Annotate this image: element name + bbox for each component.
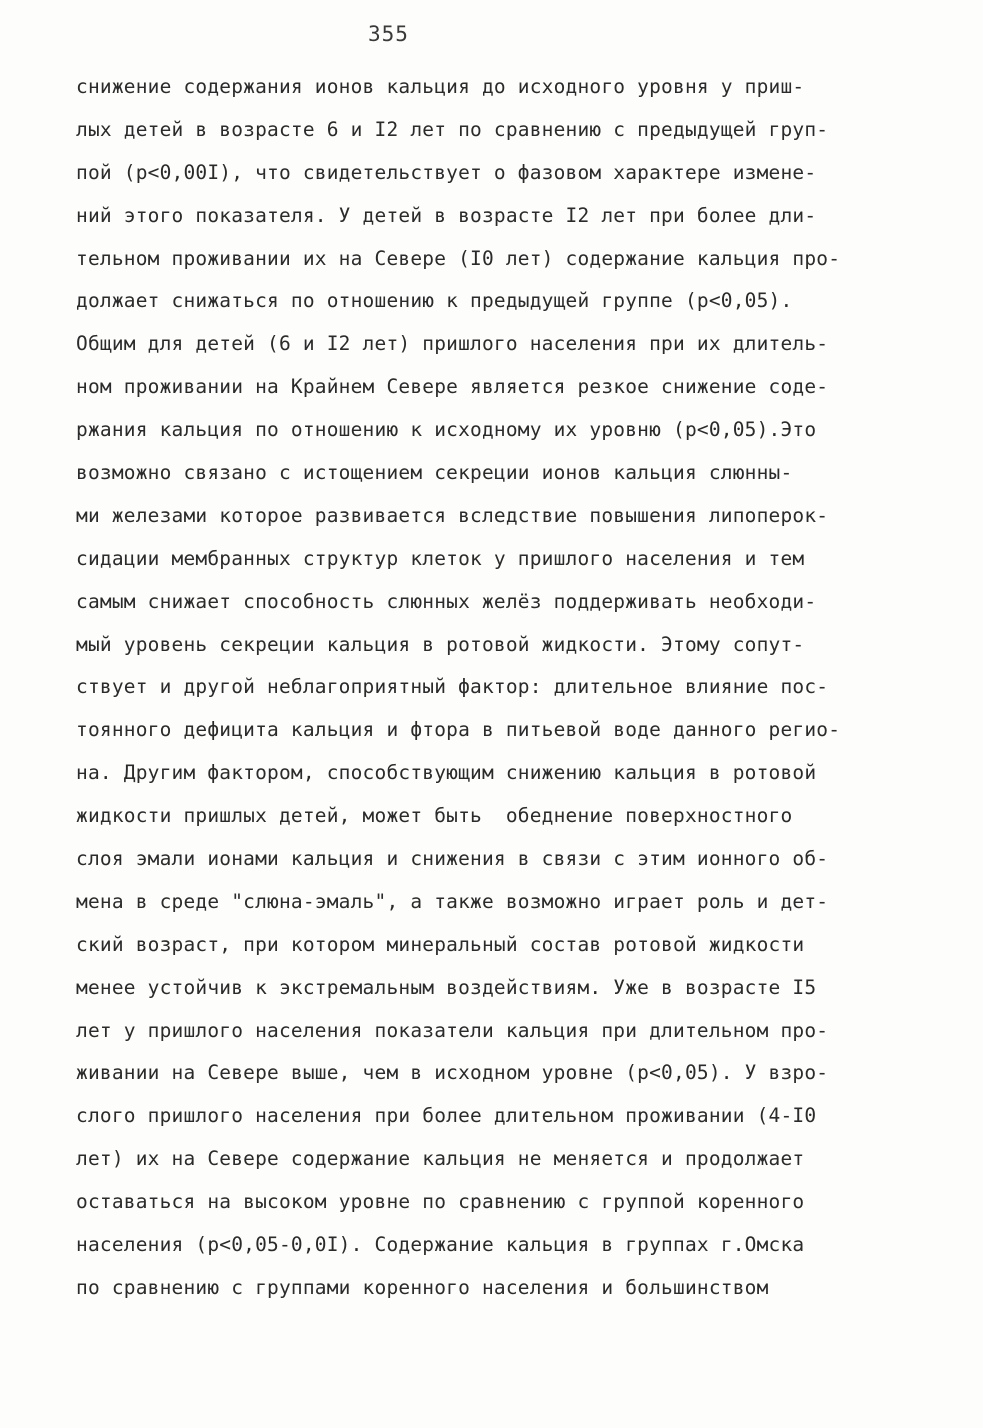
text-line: снижение содержания ионов кальция до исходного уровня у приш- <box>76 75 805 98</box>
text-line: мый уровень секреции кальция в ротовой жидкости. Этому сопут- <box>76 632 805 656</box>
text-line: менее устойчив к экстремальным воздействиям. Уже в возрасте I5 <box>76 975 817 999</box>
text-line: возможно связано с истощением секреции ионов кальция слюнны- <box>76 461 793 485</box>
text-line: Общим для детей (6 и I2 лет) пришлого населения при их длитель- <box>76 332 829 356</box>
text-line: тоянного дефицита кальция и фтора в питьевой воде данного регио- <box>76 718 841 742</box>
text-line: ний этого показателя. У детей в возрасте I2 лет при более дли- <box>76 203 817 227</box>
text-line: ский возраст, при котором минеральный состав ротовой жидкости <box>76 932 805 956</box>
text-line: жидкости пришлых детей, может быть обеднение поверхностного <box>76 804 793 828</box>
text-line: сидации мембранных структур клеток у пришлого населения и тем <box>76 546 805 570</box>
text-line: лых детей в возрасте 6 и I2 лет по сравнению с предыдущей груп- <box>76 117 829 141</box>
text-line: живании на Севере выше, чем в исходном уровне (p<0,05). У взро- <box>76 1061 829 1085</box>
text-line: слоя эмали ионами кальция и снижения в связи с этим ионного об- <box>76 847 829 871</box>
text-line: лет у пришлого населения показатели кальция при длительном про- <box>76 1018 829 1042</box>
text-line: ствует и другой неблагоприятный фактор: длительное влияние пос- <box>76 675 829 699</box>
text-line: тельном проживании их на Севере (I0 лет) содержание кальция про- <box>76 246 841 270</box>
text-line: самым снижает способность слюнных желёз поддерживать необходи- <box>76 589 817 613</box>
text-line: ном проживании на Крайнем Севере является резкое снижение соде- <box>76 375 829 399</box>
text-line: по сравнению с группами коренного населения и большинством <box>76 1275 769 1299</box>
text-line: оставаться на высоком уровне по сравнению с группой коренного <box>76 1190 805 1214</box>
text-line: ржания кальция по отношению к исходному их уровню (p<0,05).Это <box>76 418 817 442</box>
text-line: населения (p<0,05-0,0I). Содержание кальция в группах г.Омска <box>76 1233 805 1257</box>
text-line: на. Другим фактором, способствующим снижению кальция в ротовой <box>76 761 817 785</box>
text-line: пой (p<0,00I), что свидетельствует о фазовом характере измене- <box>76 160 817 184</box>
text-line: должает снижаться по отношению к предыдущей группе (p<0,05). <box>76 289 793 313</box>
page-number: 355 <box>368 22 409 46</box>
text-line: лет) их на Севере содержание кальция не меняется и продолжает <box>76 1147 805 1171</box>
text-line: слого пришлого населения при более длительном проживании (4-I0 <box>76 1104 817 1128</box>
body-text <box>76 66 936 1310</box>
text-line: ми железами которое развивается вследствие повышения липоперок- <box>76 503 829 527</box>
text-line: мена в среде "слюна-эмаль", а также возможно играет роль и дет- <box>76 889 829 913</box>
